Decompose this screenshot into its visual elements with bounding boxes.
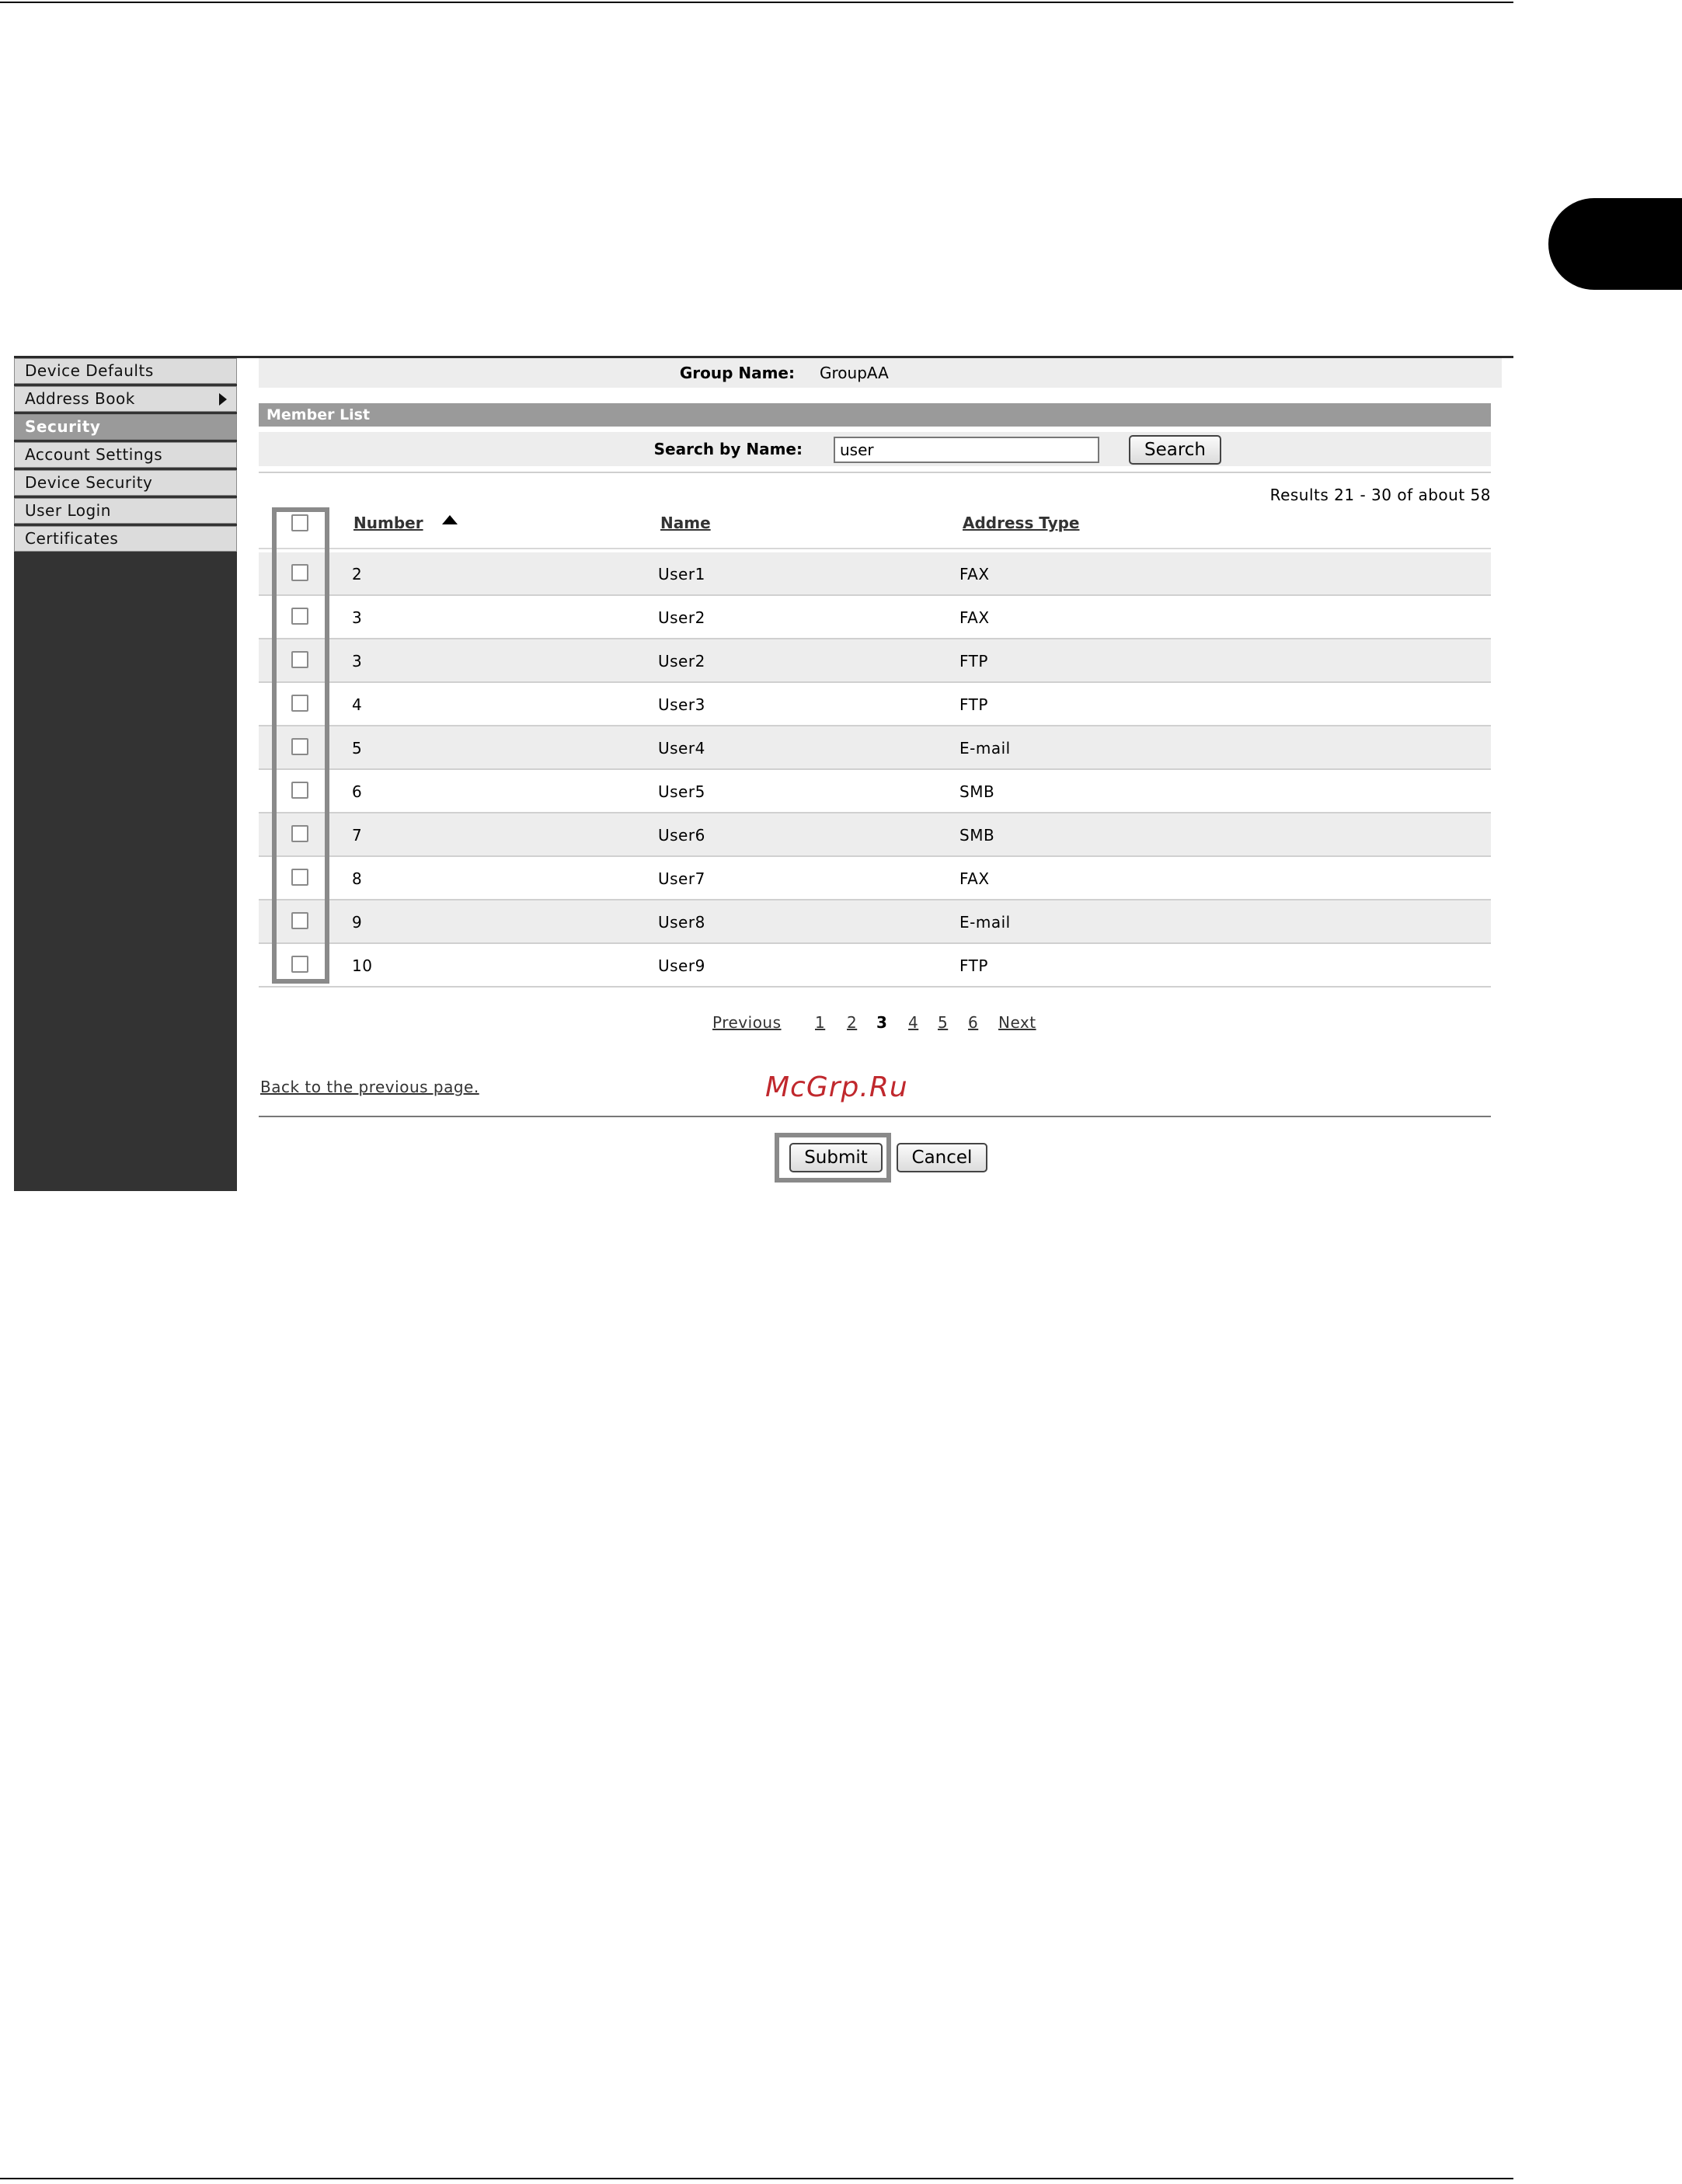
table-header <box>259 504 1491 540</box>
cell-number: 3 <box>352 608 363 627</box>
cell-number: 8 <box>352 869 363 888</box>
cell-number: 4 <box>352 695 363 714</box>
divider <box>259 548 1491 549</box>
pager-next-link[interactable]: Next <box>998 1013 1036 1032</box>
cell-number: 7 <box>352 826 363 845</box>
member-list-header: Member List <box>259 403 1491 427</box>
chevron-right-icon <box>219 393 227 406</box>
cell-name: User3 <box>658 695 705 714</box>
sidebar-item-label: Security <box>25 417 101 436</box>
cell-number: 2 <box>352 565 363 583</box>
sidebar-item-label: Certificates <box>25 529 119 548</box>
cell-name: User7 <box>658 869 705 888</box>
cell-address-type: FAX <box>959 869 990 888</box>
cell-name: User6 <box>658 826 705 845</box>
cell-address-type: SMB <box>959 782 995 801</box>
cell-address-type: FTP <box>959 956 988 975</box>
sidebar-item-device-security[interactable] <box>14 470 237 496</box>
table-row <box>259 900 1491 944</box>
table-row <box>259 857 1491 900</box>
cancel-button[interactable]: Cancel <box>897 1143 987 1172</box>
pager-page-4-link[interactable]: 4 <box>908 1013 919 1032</box>
sidebar-item-device-defaults[interactable] <box>14 358 237 384</box>
group-name-label: Group Name: <box>679 364 795 382</box>
sidebar-item-security[interactable] <box>14 414 237 440</box>
table-row <box>259 596 1491 639</box>
table-row <box>259 944 1491 988</box>
chapter-tab <box>1548 198 1682 290</box>
pager-page-2-link[interactable]: 2 <box>847 1013 858 1032</box>
main-content <box>259 358 1502 1191</box>
cell-address-type: FAX <box>959 565 990 583</box>
pagination <box>259 1013 1491 1036</box>
member-table <box>259 552 1491 988</box>
cell-name: User4 <box>658 739 705 758</box>
cell-number: 6 <box>352 782 363 801</box>
cell-address-type: E-mail <box>959 739 1011 758</box>
search-row <box>259 432 1491 466</box>
table-row <box>259 683 1491 726</box>
sidebar-item-label: Address Book <box>25 389 135 408</box>
sort-ascending-icon[interactable] <box>442 515 458 524</box>
checkbox-column-highlight <box>272 507 329 984</box>
pager-page-3-current: 3 <box>876 1013 888 1032</box>
back-link[interactable]: Back to the previous page. <box>260 1078 479 1096</box>
cell-name: User2 <box>658 652 705 671</box>
sidebar-item-label: Device Defaults <box>25 361 154 380</box>
pager-page-1-link[interactable]: 1 <box>815 1013 826 1032</box>
group-name-row <box>259 358 1502 388</box>
table-row <box>259 726 1491 770</box>
cell-address-type: FTP <box>959 695 988 714</box>
column-name-link[interactable]: Name <box>660 514 711 532</box>
search-label: Search by Name: <box>653 440 803 458</box>
cell-number: 9 <box>352 913 363 932</box>
divider <box>259 472 1491 473</box>
sidebar-item-address-book[interactable] <box>14 386 237 412</box>
sidebar-item-account-settings[interactable] <box>14 442 237 468</box>
cell-number: 5 <box>352 739 363 758</box>
watermark: McGrp.Ru <box>765 1071 908 1103</box>
search-input[interactable] <box>834 437 1099 463</box>
cell-name: User9 <box>658 956 705 975</box>
screenshot-frame <box>14 356 1513 1191</box>
sidebar <box>14 358 237 1191</box>
search-button[interactable]: Search <box>1129 435 1221 465</box>
cell-number: 10 <box>352 956 373 975</box>
cell-name: User2 <box>658 608 705 627</box>
column-number-link[interactable]: Number <box>353 514 423 532</box>
sidebar-item-label: Account Settings <box>25 445 163 464</box>
page-bottom-rule <box>0 2178 1513 2179</box>
page-top-rule <box>0 2 1513 3</box>
divider <box>259 1116 1491 1117</box>
cell-name: User1 <box>658 565 705 583</box>
table-row <box>259 770 1491 813</box>
sidebar-item-user-login[interactable] <box>14 498 237 524</box>
cell-name: User8 <box>658 913 705 932</box>
table-row <box>259 552 1491 596</box>
sidebar-item-label: Device Security <box>25 473 153 492</box>
table-row <box>259 639 1491 683</box>
submit-button[interactable]: Submit <box>789 1143 883 1172</box>
pager-page-5-link[interactable]: 5 <box>938 1013 949 1032</box>
pager-page-6-link[interactable]: 6 <box>968 1013 979 1032</box>
sidebar-item-certificates[interactable] <box>14 526 237 552</box>
table-row <box>259 813 1491 857</box>
cell-address-type: E-mail <box>959 913 1011 932</box>
pager-previous-link[interactable]: Previous <box>712 1013 782 1032</box>
group-name-value: GroupAA <box>820 364 889 382</box>
cell-number: 3 <box>352 652 363 671</box>
cell-address-type: FAX <box>959 608 990 627</box>
column-address-type-link[interactable]: Address Type <box>963 514 1080 532</box>
cell-address-type: SMB <box>959 826 995 845</box>
sidebar-item-label: User Login <box>25 501 111 520</box>
cell-address-type: FTP <box>959 652 988 671</box>
cell-name: User5 <box>658 782 705 801</box>
results-count: Results 21 - 30 of about 58 <box>1269 486 1491 504</box>
